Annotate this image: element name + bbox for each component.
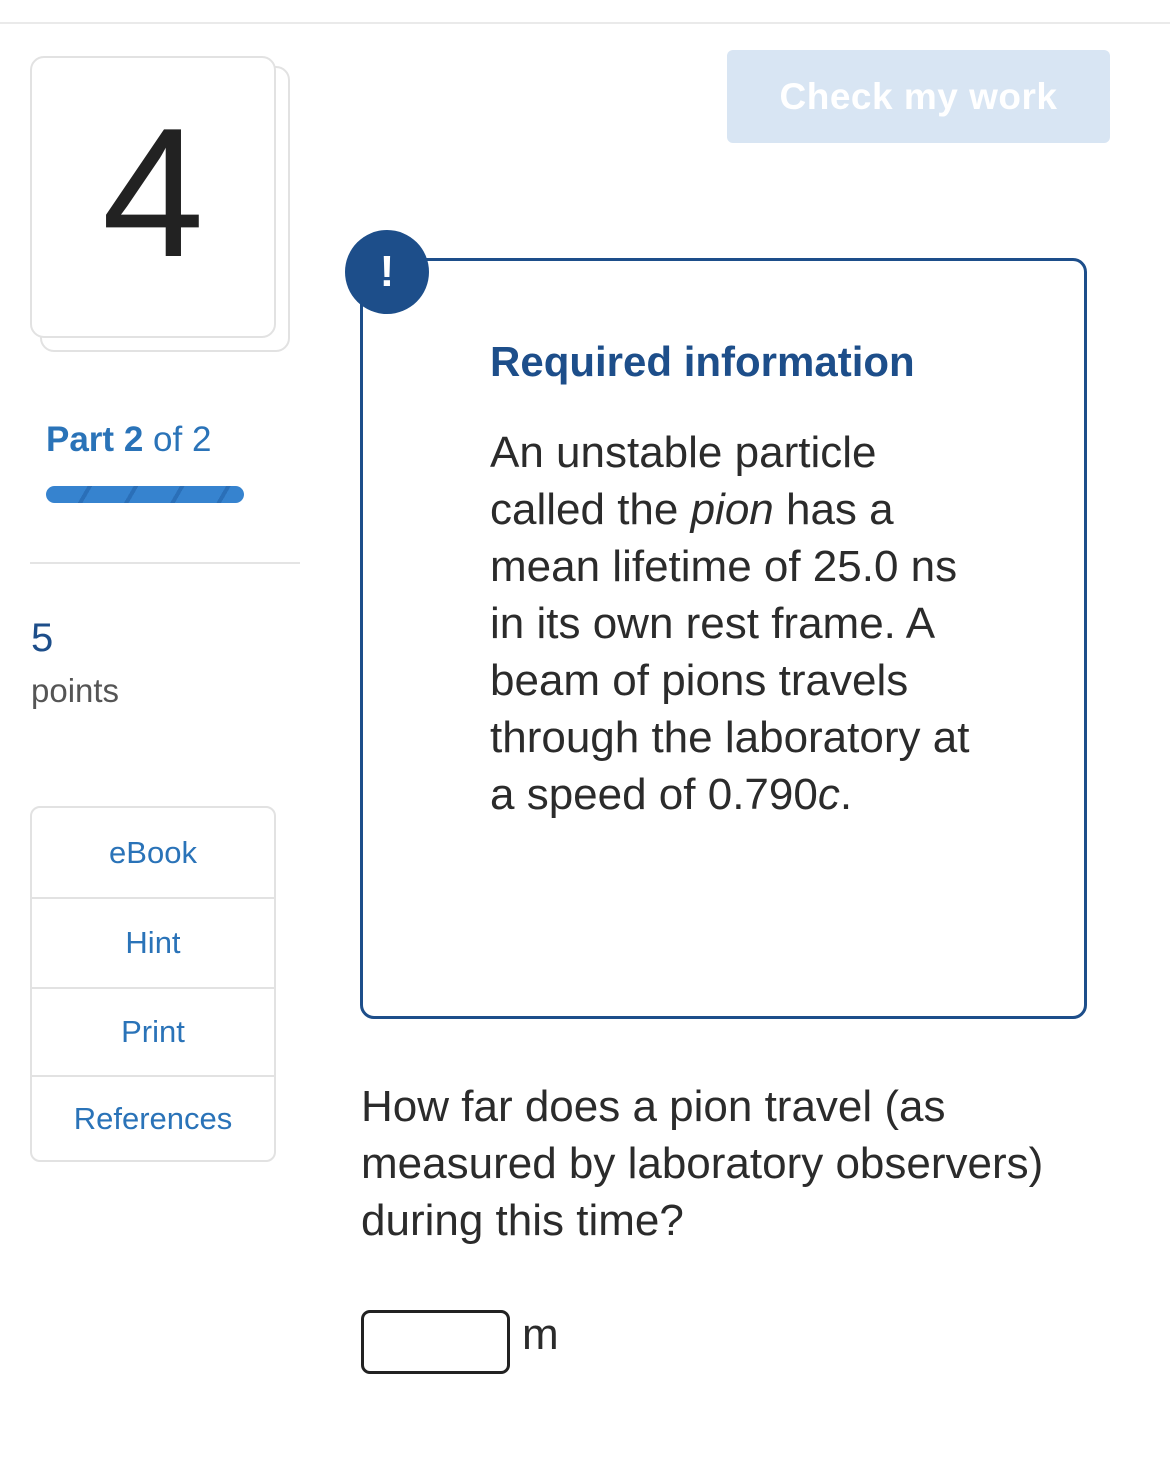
info-text-pion: pion <box>690 485 774 534</box>
sidebar-divider <box>30 562 300 564</box>
part-total: of 2 <box>153 420 212 459</box>
info-text-c: c <box>817 770 840 819</box>
part-progress-bar <box>46 486 244 503</box>
question-number: 4 <box>101 89 205 295</box>
part-label: Part <box>46 420 115 459</box>
question-number-card <box>30 56 276 338</box>
references-button[interactable] <box>32 1077 274 1160</box>
info-text-end: . <box>839 770 853 819</box>
points-label: points <box>31 672 120 709</box>
part-indicator <box>46 420 211 460</box>
info-text-middle: has a mean lifetime of 25.0 ns in its own rest frame. A beam of pions travels through the laboratory at a speed of 0.790 <box>490 485 970 819</box>
print-button[interactable] <box>32 989 274 1077</box>
references-label: References <box>73 1100 233 1136</box>
tools-panel <box>30 806 276 1162</box>
top-divider <box>0 22 1170 24</box>
answer-unit: m <box>522 1310 559 1359</box>
question-prompt: How far does a pion travel (as measured by laboratory observers) during this time? <box>361 1082 1044 1245</box>
print-label: Print <box>121 1014 185 1049</box>
part-current: 2 <box>123 420 144 459</box>
hint-button[interactable] <box>32 899 274 989</box>
info-text-before: An unstable particle called the <box>490 428 877 534</box>
answer-input[interactable] <box>361 1310 510 1374</box>
check-my-work-button[interactable]: Check my work <box>727 50 1110 143</box>
ebook-label: eBook <box>109 834 197 870</box>
part-progress-fill <box>46 486 244 503</box>
required-info-title: Required information <box>490 338 915 385</box>
points-value: 5 <box>31 616 54 660</box>
required-info-text <box>490 424 970 823</box>
alert-icon: ! <box>345 230 429 314</box>
hint-label: Hint <box>125 925 181 960</box>
ebook-button[interactable] <box>32 808 274 899</box>
